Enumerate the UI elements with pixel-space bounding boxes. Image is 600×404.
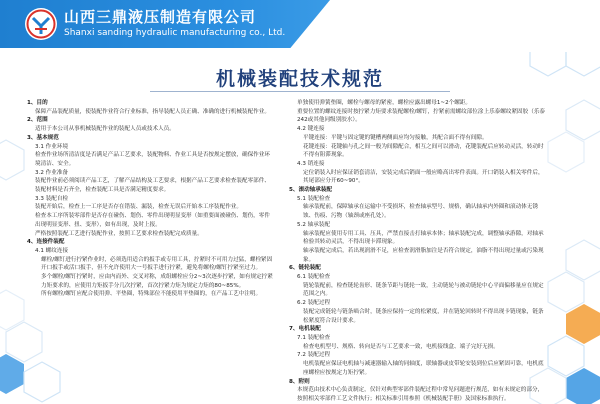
paragraph: 4.3 销连接 bbox=[297, 160, 325, 167]
paragraph: 定位销装入时应保证销套清洁，安装完成后销面一般应略高出零件表面。开口销装入相关零件后，其尾部应分开60~90°。 bbox=[303, 169, 544, 185]
paragraph: 电机装配应保证电机轴与减速器输入轴的同轴度，联轴器或皮带轮安装到位后应紧固可靠，电机底座螺栓应按规定力矩拧紧。 bbox=[303, 361, 544, 376]
paragraph: 轴承装配前，保障轴承在运输中不受损坏，检查轴承型号、规格，确认轴承内外圈和滚动体无锈蚀、伤痕、污物（轴颈或座孔处）。 bbox=[303, 204, 538, 220]
paragraph: 保障产品装配质量，使装配作业符合行业标准，指导装配人员正确、准确的进行机械装配作业。 bbox=[35, 108, 270, 115]
paragraph: 严格按照装配工艺进行装配作业，按照工艺要求检查装配完成质量。 bbox=[35, 230, 203, 237]
section-heading: 6、链轮装配 bbox=[289, 265, 321, 272]
hexagon-decoration bbox=[0, 140, 24, 180]
paragraph: 装配完成链轮与链条啮合时，链条应保持一定的松紧度，并在链轮回转时不得出现卡链现象，链条松紧度符合设计要求。 bbox=[303, 308, 544, 324]
paragraph: 平键连接：平键与固定键的键槽两侧面应均匀接触，其配合面不得有间隙。 bbox=[303, 134, 488, 141]
paragraph: 3.3 装配自检 bbox=[35, 195, 69, 202]
company-header bbox=[0, 0, 600, 52]
hexagon-decoration bbox=[566, 304, 600, 344]
paragraph: 所有螺栓/螺钉应配合使用弹、平垫圈，特殊部位不能使用平垫圈的，在产品工艺中注明。 bbox=[41, 291, 262, 298]
paragraph: 5.2 轴承装配 bbox=[297, 221, 331, 228]
paragraph: 重要位置的螺纹连接时按拧紧力矩要求装配螺栓/螺钉，拧紧前需螺纹部位涂上乐泰螺纹紧固胶（乐泰242或其他同级别胶水）。 bbox=[297, 108, 546, 124]
right-text-column bbox=[289, 99, 547, 402]
paragraph: 7.1 装配检查 bbox=[297, 334, 331, 341]
paragraph: 装配作业前必须阅读产品工艺，了解产品结构及工艺要求，根据产品工艺要求检查装配零部件、装配材料是否齐全，检查装配工具是否满足精度要求。 bbox=[35, 178, 270, 194]
paragraph: 本规范由技术中心负责制定，仅针对典型零部件装配过程中常见问题进行规范，如有未规定的部分，按照相关零部件工艺文件执行；相关标准引用参照《机械装配手册》及国家标准执行。 bbox=[297, 387, 544, 402]
paragraph: 轴承装配完成后，若出现润滑不足，应检查润滑脂加注是否符合规定，油脂不得出现过量或污染现象。 bbox=[303, 247, 544, 263]
left-text-column bbox=[27, 99, 275, 391]
title-divider bbox=[150, 91, 450, 92]
paragraph: 4.2 键连接 bbox=[297, 126, 325, 133]
hexagon-decoration bbox=[566, 100, 600, 140]
paragraph: 3.1 作业环境 bbox=[35, 143, 69, 150]
paragraph: 轴承装配应使用专用工具、压具，严禁直接击打轴承本体；轴承装配完成，调整轴承游隙，对轴承检验其转动灵活，不得出现卡滞现象。 bbox=[303, 230, 544, 246]
hexagon-decoration bbox=[548, 132, 584, 172]
section-heading: 2、范围 bbox=[27, 117, 48, 124]
hexagon-decoration bbox=[566, 240, 600, 280]
section-heading: 4、连接件装配 bbox=[27, 239, 65, 246]
section-heading: 3、基本规范 bbox=[27, 134, 59, 141]
paragraph: 螺栓/螺钉进行拧紧作业时，必须选用适合的扳手或专用工具，拧紧时不可用力过猛，螺栓紧固开口扳手或活口扳手，但不允许使用大一号扳手进行拧紧，避免将螺栓/螺钉拧紧至过力。 bbox=[41, 256, 273, 272]
company-name-english: Shanxi sanding hydraulic manufacturing co., Ltd. bbox=[64, 28, 286, 38]
paragraph: 7.2 装配过程 bbox=[297, 352, 331, 359]
paragraph: 链轮装配前，检查链轮齿形、链条节距与链轮一致，主动链轮与被动链轮中心平面偏移量应在规定范围之内。 bbox=[303, 282, 544, 298]
paragraph: 单独使用弹簧垫圈，螺栓与螺母的紧密，螺栓应露出螺母1~2个螺距。 bbox=[297, 100, 472, 106]
paragraph: 6.1 装配检查 bbox=[297, 274, 331, 281]
section-heading: 8、附则 bbox=[289, 378, 310, 385]
hexagon-decoration bbox=[548, 336, 584, 376]
paragraph: 检查本工序所装零部件是否存在碰伤、划伤、零件出现明显变形（如重要面被碰伤、划伤，零件出现明显变形、扭、变形），如有出现，及时上报。 bbox=[35, 213, 270, 228]
hexagon-decoration bbox=[548, 272, 584, 312]
paragraph: 多个螺栓/螺钉拧紧时，应由内而外、交叉对称，成组螺栓应分2~3次逐步拧紧，如有规定拧紧力矩要求的，应使用力矩扳手分几次拧紧，首次拧紧力矩为规定力矩的80~85%。 bbox=[41, 274, 273, 289]
paragraph: 3.2 作业准备 bbox=[35, 169, 69, 176]
paragraph: 5.1 装配检查 bbox=[297, 195, 331, 202]
section-heading: 1、目的 bbox=[27, 100, 48, 106]
paragraph: 装配开始后，检查上一工序是否存在错装、漏装，检查无误后开始本工序装配作业。 bbox=[35, 204, 242, 211]
paragraph: 检查电机型号、规格、转向是否与工艺要求一致，电机接线盒、端子完好无损。 bbox=[303, 343, 499, 350]
paragraph: 4.1 螺纹连接 bbox=[35, 247, 69, 254]
company-name-chinese: 山西三鼎液压制造有限公司 bbox=[64, 8, 257, 26]
section-heading: 5、滚动轴承装配 bbox=[289, 187, 333, 194]
page-title: 机械装配技术规范 bbox=[215, 68, 384, 90]
paragraph: 6.2 装配过程 bbox=[297, 300, 331, 307]
sanding-logo-icon bbox=[24, 7, 58, 41]
paragraph: 花键连接：花键轴与孔之间一般为间隙配合，相互之间可以滑动，花键装配后应转动灵活，转动时不得有阻滞现象。 bbox=[303, 143, 544, 159]
paragraph: 适用于本公司从事机械装配作业的装配人员或技术人员。 bbox=[35, 126, 175, 133]
paragraph: 检查作业场所清洁度是否满足产品工艺要求，装配物料、作业工具是否按规定摆放，确保作业环境清洁、安全。 bbox=[35, 152, 270, 167]
section-heading: 7、电机装配 bbox=[289, 326, 321, 333]
